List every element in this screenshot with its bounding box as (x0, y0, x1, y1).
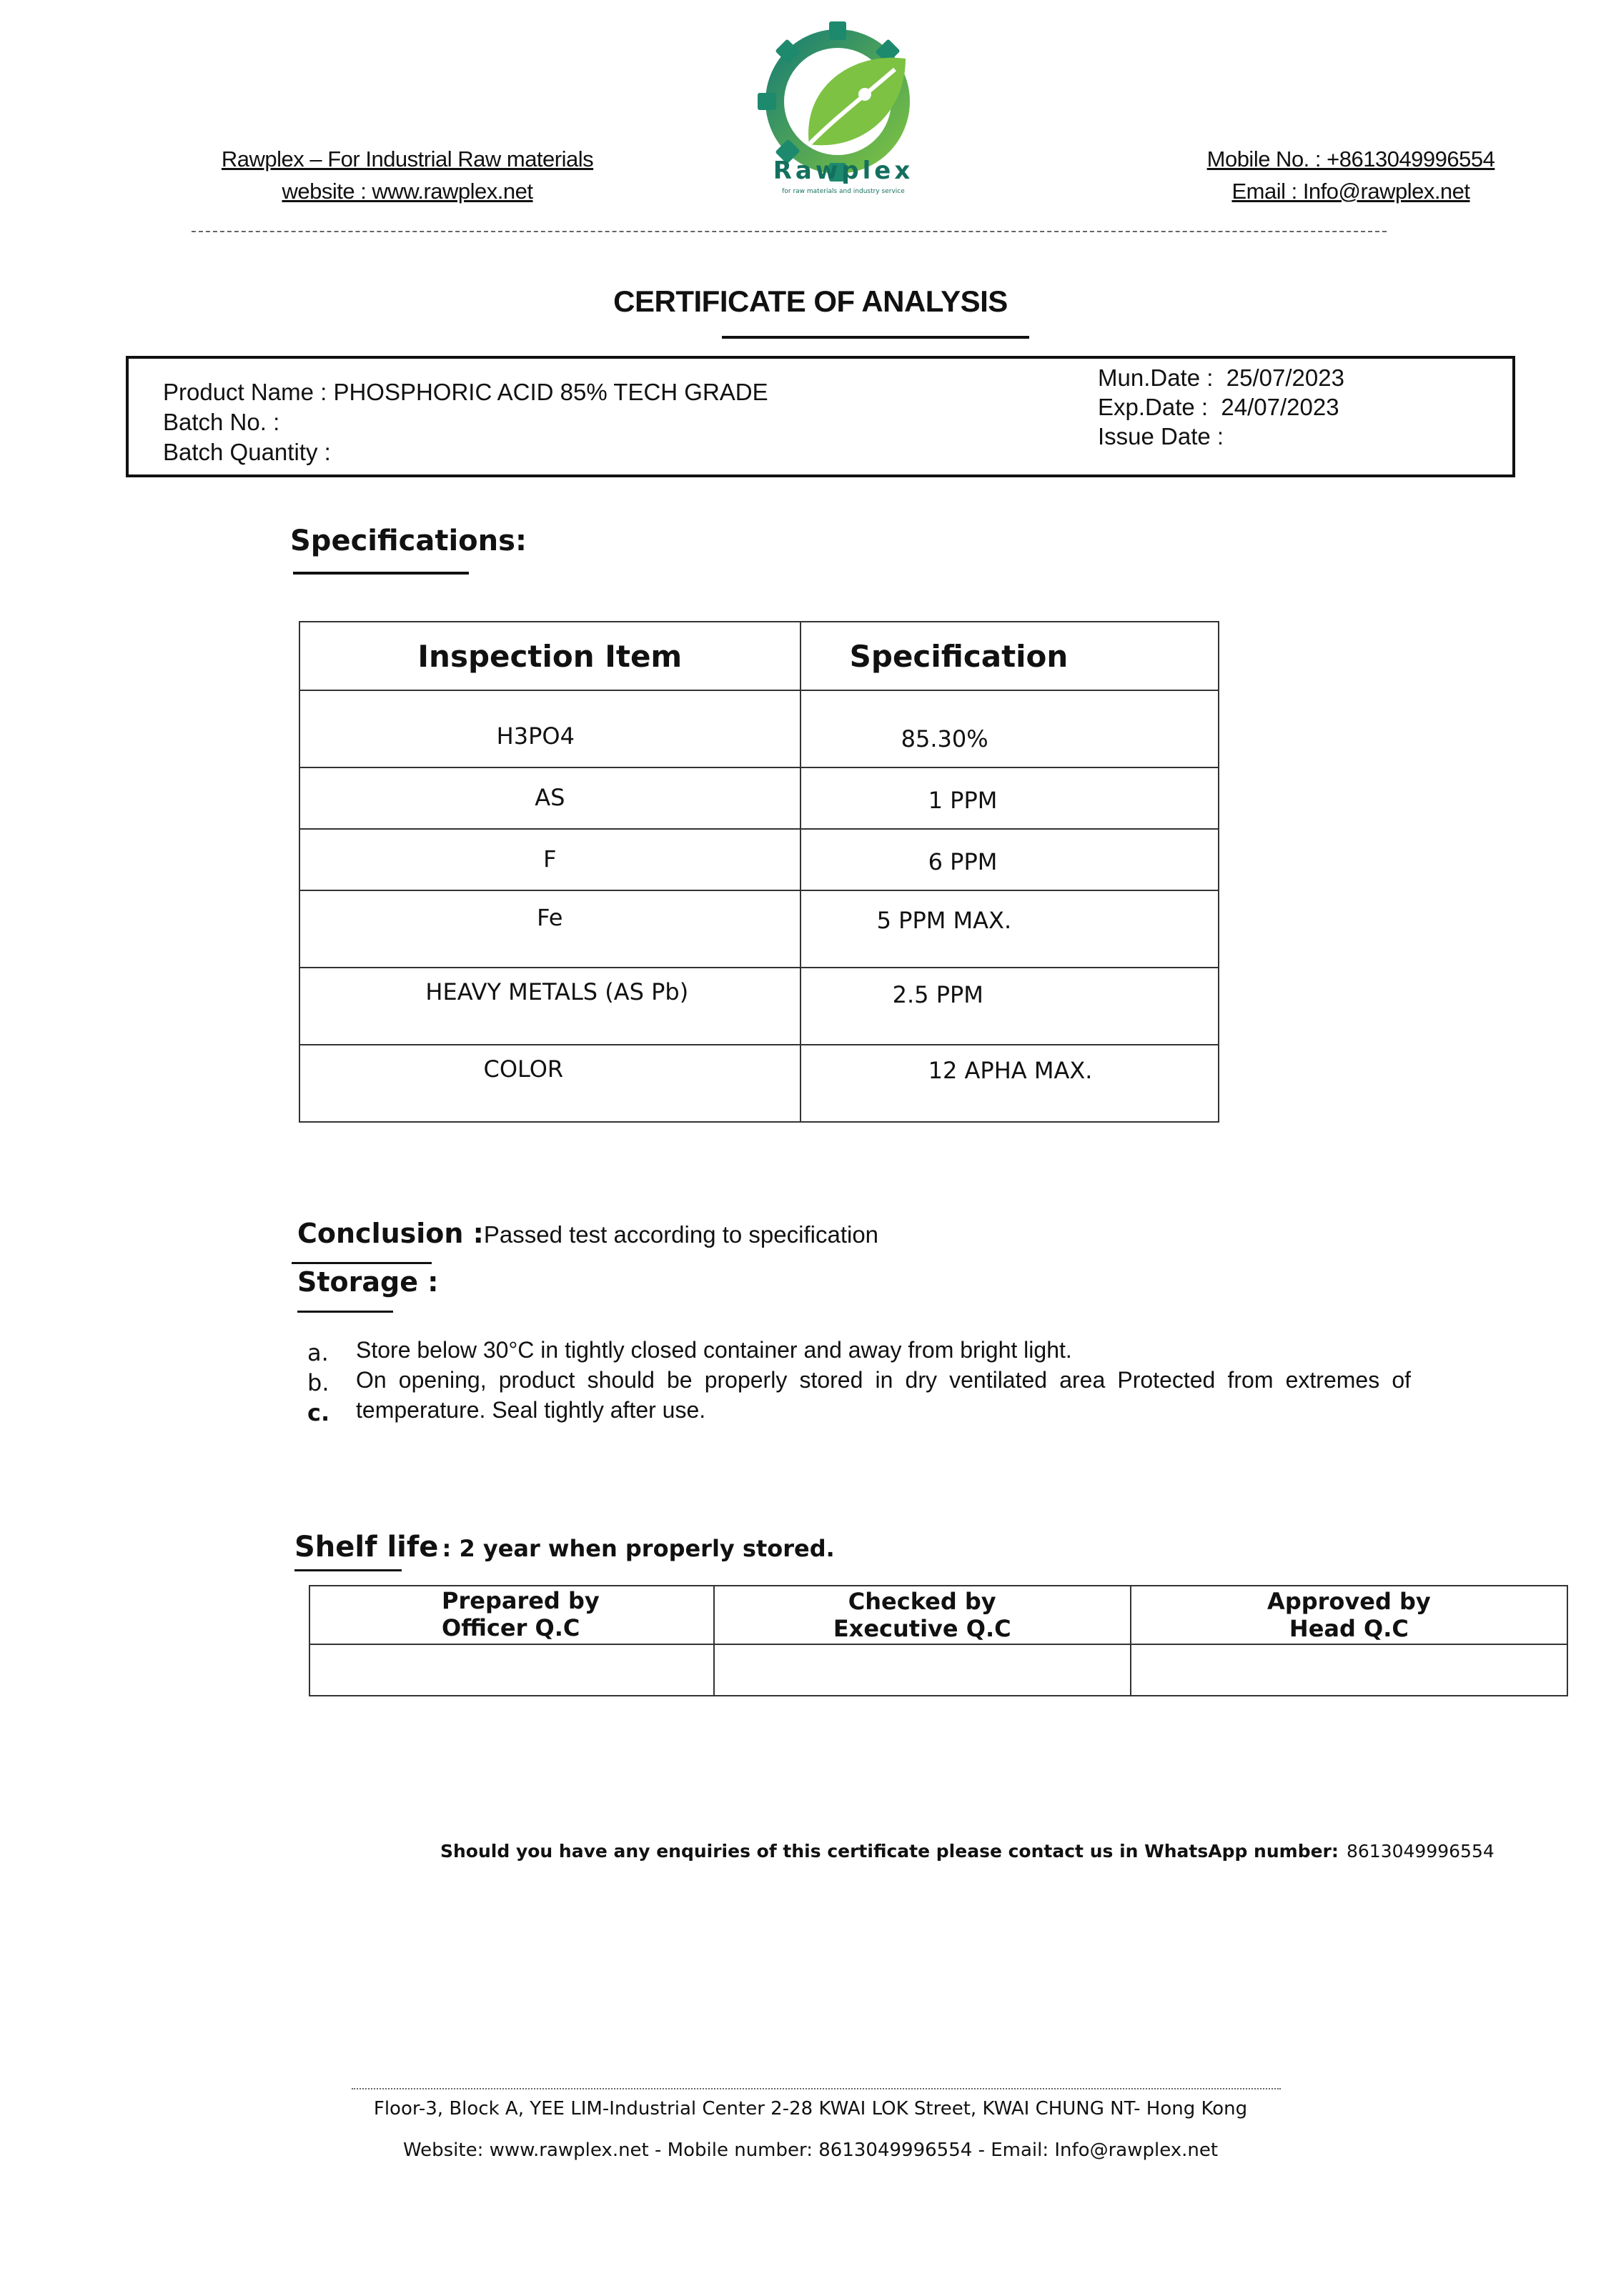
col-specification: Specification (800, 622, 1219, 690)
prepared-by-cell (309, 1586, 714, 1644)
table-row (299, 890, 1219, 968)
spec-cell: 12 APHA MAX. (800, 1045, 1219, 1122)
enquiry-row (440, 1841, 1494, 1862)
batch-qty-row (163, 437, 1021, 467)
prepared-signature (309, 1644, 714, 1696)
conclusion-label: Conclusion : (297, 1218, 484, 1249)
storage-instructions (356, 1335, 1411, 1425)
rawplex-logo (758, 21, 929, 200)
table-row (299, 829, 1219, 890)
header-mobile: Mobile No. : +8613049996554 (1206, 146, 1495, 172)
approved-by-role: Head Q.C (1289, 1615, 1409, 1642)
table-row (299, 690, 1219, 767)
exp-date-value: 24/07/2023 (1221, 394, 1339, 420)
specifications-underline (293, 572, 469, 575)
col-inspection-item: Inspection Item (299, 622, 800, 690)
table-row (299, 767, 1219, 829)
item-cell: Fe (299, 890, 800, 968)
conclusion-text: Passed test according to specification (483, 1221, 879, 1248)
product-name-value: PHOSPHORIC ACID 85% TECH GRADE (333, 379, 768, 405)
storage-marker-c: c. (307, 1399, 330, 1426)
shelf-life-text: : 2 year when properly stored. (442, 1535, 835, 1562)
specifications-table (299, 621, 1219, 1123)
approved-by-title: Approved by (1267, 1588, 1431, 1615)
product-info-box (126, 356, 1515, 477)
shelf-life-underline (294, 1569, 402, 1571)
checked-signature (714, 1644, 1131, 1696)
storage-list-markers (307, 1338, 329, 1428)
issue-date-label: Issue Date : (1098, 423, 1224, 449)
logo-tagline: for raw materials and industry service (782, 188, 905, 195)
product-name-row (163, 377, 1021, 407)
signoff-table (309, 1585, 1568, 1696)
footer-contact: Website: www.rawplex.net - Mobile number: 8613049996554 - Email: Info@rawplex.net (402, 2140, 1219, 2161)
header-email[interactable]: Email : Info@rawplex.net (1231, 179, 1470, 204)
header-divider (192, 231, 1387, 232)
shelf-life-row (294, 1531, 835, 1564)
spec-cell: 1 PPM (800, 767, 1219, 829)
storage-line-1: Store below 30°C in tightly closed container and away from bright light. (356, 1337, 1072, 1363)
company-website[interactable]: website : www.rawplex.net (282, 179, 533, 204)
header-company-block (172, 143, 643, 207)
product-name-label: Product Name : (163, 379, 327, 405)
exp-date-label: Exp.Date : (1098, 394, 1209, 420)
checked-by-title: Checked by (848, 1588, 996, 1615)
item-cell: H3PO4 (299, 690, 800, 767)
table-header-row (299, 622, 1219, 690)
item-cell: HEAVY METALS (AS Pb) (299, 968, 800, 1045)
logo-gear-leaf-icon (758, 21, 929, 200)
header-contact-block (1115, 143, 1587, 207)
prepared-by-title: Prepared by (442, 1587, 600, 1614)
logo-wordmark: Rawplex (773, 156, 914, 185)
storage-heading: Storage : (297, 1266, 439, 1298)
batch-no-label: Batch No. : (163, 409, 280, 435)
footer-divider (352, 2088, 1281, 2089)
product-info-left (163, 377, 1021, 467)
item-cell: COLOR (299, 1045, 800, 1122)
storage-underline (297, 1311, 393, 1313)
checked-by-cell (714, 1586, 1131, 1644)
item-cell: AS (299, 767, 800, 829)
mun-date-row (1098, 363, 1498, 392)
storage-line-2: On opening, product should be properly stored in dry ventilated area Protected from extremes of (356, 1367, 1411, 1393)
spec-cell: 2.5 PPM (800, 968, 1219, 1045)
footer-address: Floor-3, Block A, YEE LIM-Industrial Center 2-28 KWAI LOK Street, KWAI CHUNG NT- Hong Kong (373, 2098, 1248, 2119)
shelf-life-label: Shelf life (294, 1531, 439, 1564)
prepared-by-role: Officer Q.C (442, 1614, 580, 1641)
storage-marker-b: b. (307, 1369, 329, 1396)
exp-date-row (1098, 392, 1498, 422)
enquiry-whatsapp-number[interactable]: 8613049996554 (1346, 1841, 1494, 1862)
page-title: CERTIFICATE OF ANALYSIS (613, 284, 1008, 318)
table-row (299, 1045, 1219, 1122)
checked-by-role: Executive Q.C (833, 1615, 1011, 1642)
signature-row (309, 1644, 1567, 1696)
signoff-header-row (309, 1586, 1567, 1644)
conclusion-underline (292, 1262, 432, 1264)
approved-by-cell (1131, 1586, 1567, 1644)
spec-cell: 85.30% (800, 690, 1219, 767)
conclusion-row (297, 1218, 878, 1249)
title-underline (722, 336, 1029, 339)
storage-marker-a: a. (307, 1339, 329, 1366)
item-cell: F (299, 829, 800, 890)
mun-date-value: 25/07/2023 (1226, 364, 1344, 391)
company-tagline: Rawplex – For Industrial Raw materials (221, 146, 594, 172)
batch-no-row (163, 407, 1021, 437)
product-info-right (1098, 363, 1498, 451)
approved-signature (1131, 1644, 1567, 1696)
issue-date-row (1098, 422, 1498, 451)
spec-cell: 6 PPM (800, 829, 1219, 890)
table-row (299, 968, 1219, 1045)
mun-date-label: Mun.Date : (1098, 364, 1214, 391)
specifications-heading: Specifications: (290, 525, 527, 557)
batch-qty-label: Batch Quantity : (163, 439, 331, 465)
spec-cell: 5 PPM MAX. (800, 890, 1219, 968)
storage-line-3: temperature. Seal tightly after use. (356, 1397, 706, 1423)
enquiry-text: Should you have any enquiries of this certificate please contact us in WhatsApp number: (440, 1841, 1339, 1862)
